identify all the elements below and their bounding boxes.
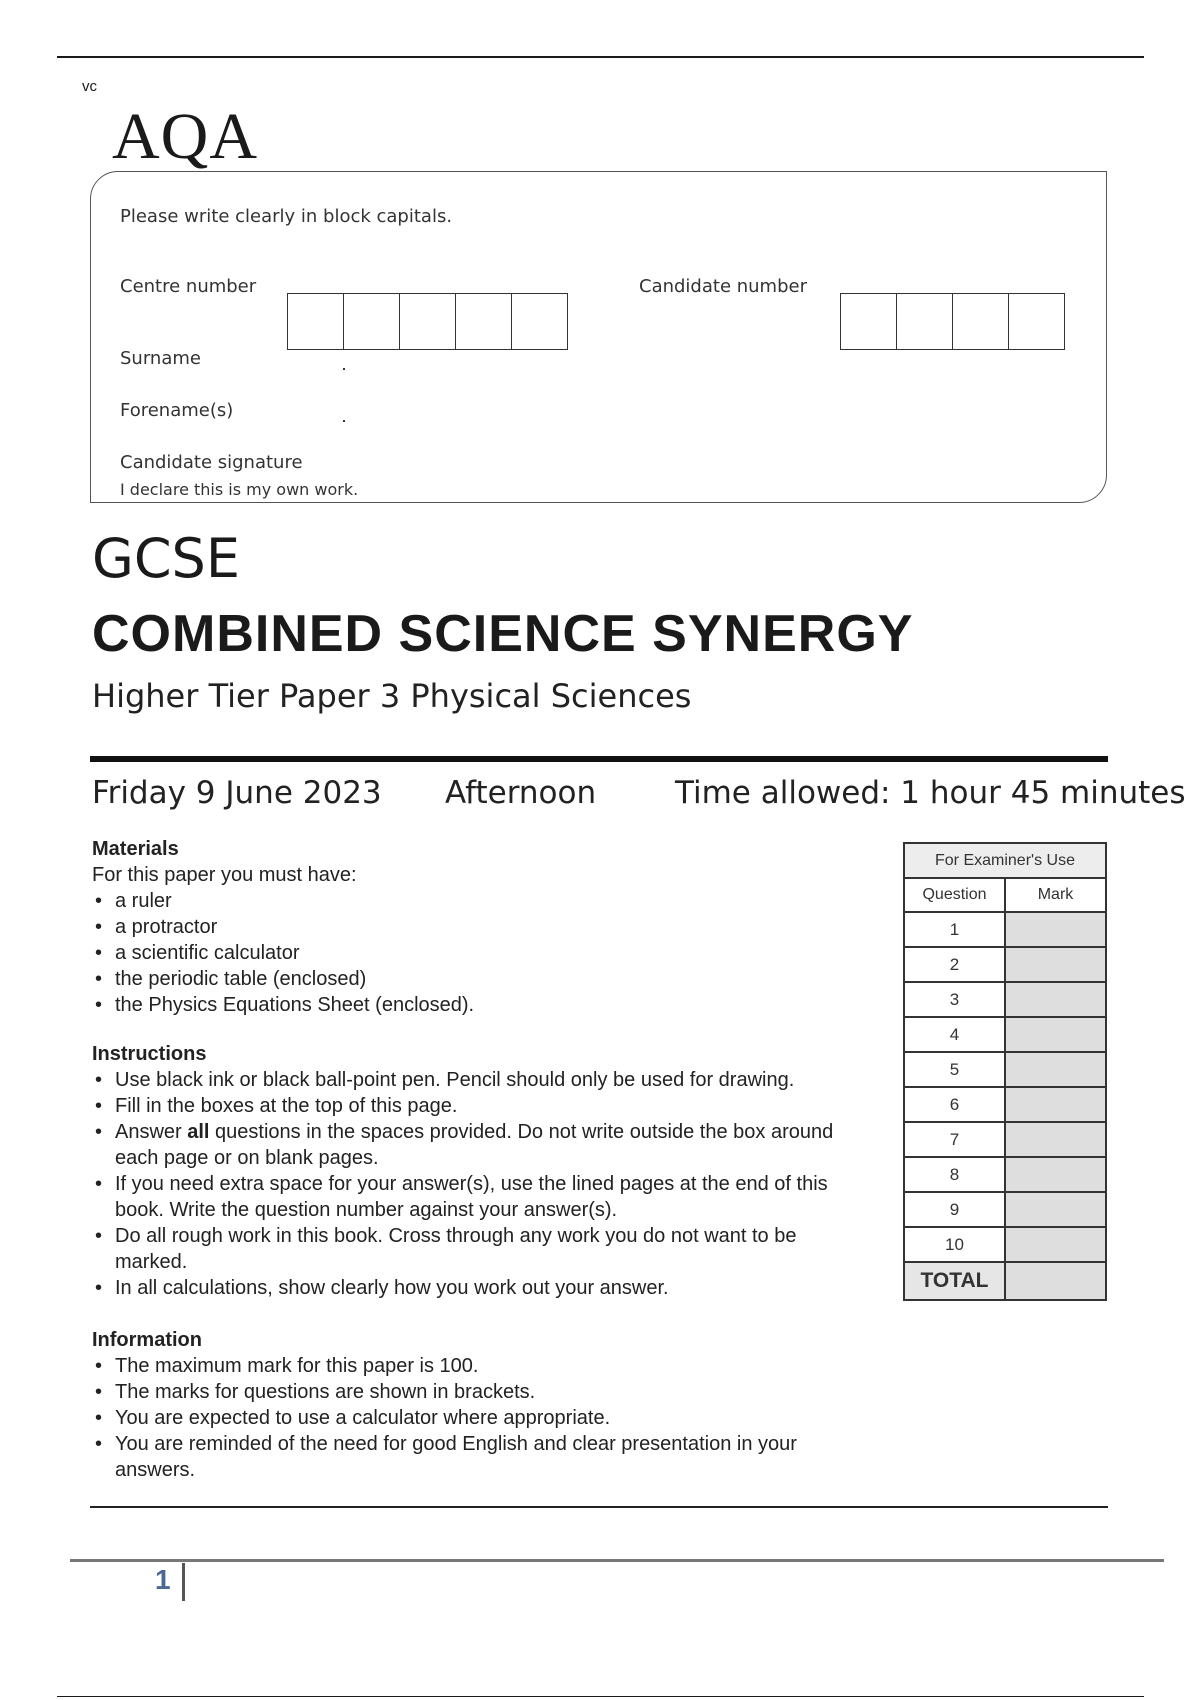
- table-row: [904, 1052, 1106, 1087]
- candidate-details-box: [90, 171, 1107, 503]
- instructions-section: [92, 1041, 892, 1301]
- list-item: • the periodic table (enclosed): [95, 968, 367, 990]
- list-item: • The marks for questions are shown in brackets.: [95, 1381, 536, 1403]
- mark-cell[interactable]: [1005, 1052, 1106, 1087]
- qualification-title: GCSE: [92, 527, 240, 590]
- candidate-number-digit-box[interactable]: [897, 294, 953, 349]
- examiner-use-table: [903, 842, 1107, 1301]
- information-heading: Information: [92, 1329, 202, 1351]
- question-number: 1: [904, 912, 1005, 947]
- paper-title: Higher Tier Paper 3 Physical Sciences: [92, 677, 692, 715]
- question-number: 7: [904, 1122, 1005, 1157]
- time-allowed: Time allowed: 1 hour 45 minutes: [675, 775, 1186, 811]
- list-item: • Answer all questions in the spaces provided. Do not write outside the box around each page or on blank pages.: [95, 1121, 834, 1169]
- list-item: • Fill in the boxes at the top of this page.: [95, 1095, 458, 1117]
- table-row: [904, 1017, 1106, 1052]
- candidate-number-label: Candidate number: [639, 276, 807, 297]
- mark-cell[interactable]: [1005, 1157, 1106, 1192]
- centre-number-digit-box[interactable]: [288, 294, 344, 349]
- question-number: 6: [904, 1087, 1005, 1122]
- list-item: • If you need extra space for your answer(s), use the lined pages at the end of this book. Write the question number against your answer(s).: [95, 1173, 828, 1221]
- list-item: • You are reminded of the need for good English and clear presentation in your answers.: [95, 1433, 797, 1481]
- centre-number-digit-box[interactable]: [512, 294, 567, 349]
- page-number: 1: [155, 1564, 171, 1595]
- question-column-header: Question: [904, 878, 1005, 912]
- mark-cell[interactable]: [1005, 982, 1106, 1017]
- materials-section: [92, 836, 892, 1018]
- mark-column-header: Mark: [1005, 878, 1106, 912]
- candidate-number-boxes[interactable]: [840, 293, 1065, 350]
- top-rule: [57, 56, 1144, 58]
- list-item: • The maximum mark for this paper is 100.: [95, 1355, 479, 1377]
- block-capitals-instruction: Please write clearly in block capitals.: [120, 206, 453, 227]
- mark-cell[interactable]: [1005, 1087, 1106, 1122]
- mark-cell[interactable]: [1005, 947, 1106, 982]
- candidate-number-digit-box[interactable]: [841, 294, 897, 349]
- table-row: [904, 1122, 1106, 1157]
- question-number: 10: [904, 1227, 1005, 1262]
- table-row: [904, 1157, 1106, 1192]
- exam-date: Friday 9 June 2023: [92, 775, 382, 811]
- table-row: [904, 1192, 1106, 1227]
- mark-cell[interactable]: [1005, 1227, 1106, 1262]
- candidate-number-digit-box[interactable]: [1009, 294, 1064, 349]
- declaration-text: I declare this is my own work.: [120, 480, 359, 499]
- table-row: [904, 1262, 1106, 1300]
- subject-title: COMBINED SCIENCE SYNERGY: [92, 605, 914, 663]
- title-rule: [90, 756, 1108, 762]
- list-item: • In all calculations, show clearly how you work out your answer.: [95, 1277, 669, 1299]
- centre-number-digit-box[interactable]: [344, 294, 400, 349]
- surname-field[interactable]: [343, 368, 345, 370]
- centre-number-digit-box[interactable]: [400, 294, 456, 349]
- question-number: 8: [904, 1157, 1005, 1192]
- exam-session: Afternoon: [445, 775, 597, 811]
- forenames-label: Forename(s): [120, 400, 234, 421]
- question-number: 9: [904, 1192, 1005, 1227]
- instructions-heading: Instructions: [92, 1043, 207, 1065]
- question-number: 2: [904, 947, 1005, 982]
- total-label: TOTAL: [904, 1262, 1005, 1300]
- list-item: • a ruler: [95, 890, 172, 912]
- list-item: • a scientific calculator: [95, 942, 300, 964]
- total-mark-cell[interactable]: [1005, 1262, 1106, 1300]
- information-section: [92, 1327, 892, 1483]
- list-item: • the Physics Equations Sheet (enclosed).: [95, 994, 475, 1016]
- bottom-rule: [57, 1696, 1144, 1697]
- signature-label: Candidate signature: [120, 452, 303, 473]
- surname-label: Surname: [120, 348, 201, 369]
- centre-number-label: Centre number: [120, 276, 257, 297]
- centre-number-boxes[interactable]: [287, 293, 568, 350]
- table-row: [904, 1227, 1106, 1262]
- mark-cell[interactable]: [1005, 912, 1106, 947]
- materials-heading: Materials: [92, 838, 179, 860]
- mark-cell[interactable]: [1005, 1192, 1106, 1227]
- question-number: 4: [904, 1017, 1005, 1052]
- list-item: • Do all rough work in this book. Cross through any work you do not want to be marked.: [95, 1225, 797, 1273]
- list-item: • You are expected to use a calculator where appropriate.: [95, 1407, 611, 1429]
- mark-cell[interactable]: [1005, 1122, 1106, 1157]
- examiner-table-title: For Examiner's Use: [904, 843, 1106, 878]
- mark-cell[interactable]: [1005, 1017, 1106, 1052]
- section-end-rule: [90, 1506, 1108, 1508]
- table-row: [904, 912, 1106, 947]
- question-number: 5: [904, 1052, 1005, 1087]
- table-row: [904, 947, 1106, 982]
- centre-number-digit-box[interactable]: [456, 294, 512, 349]
- materials-intro: For this paper you must have:: [92, 864, 357, 886]
- table-row: [904, 1087, 1106, 1122]
- list-item: • Use black ink or black ball-point pen. Pencil should only be used for drawing.: [95, 1069, 795, 1091]
- table-row: [904, 982, 1106, 1017]
- footer-rule: [70, 1559, 1164, 1562]
- question-number: 3: [904, 982, 1005, 1017]
- list-item: • a protractor: [95, 916, 218, 938]
- page-number-divider: [182, 1563, 185, 1601]
- aqa-logo: AQA: [112, 100, 258, 173]
- corner-code: vc: [82, 78, 97, 95]
- forenames-field[interactable]: [343, 420, 345, 422]
- candidate-number-digit-box[interactable]: [953, 294, 1009, 349]
